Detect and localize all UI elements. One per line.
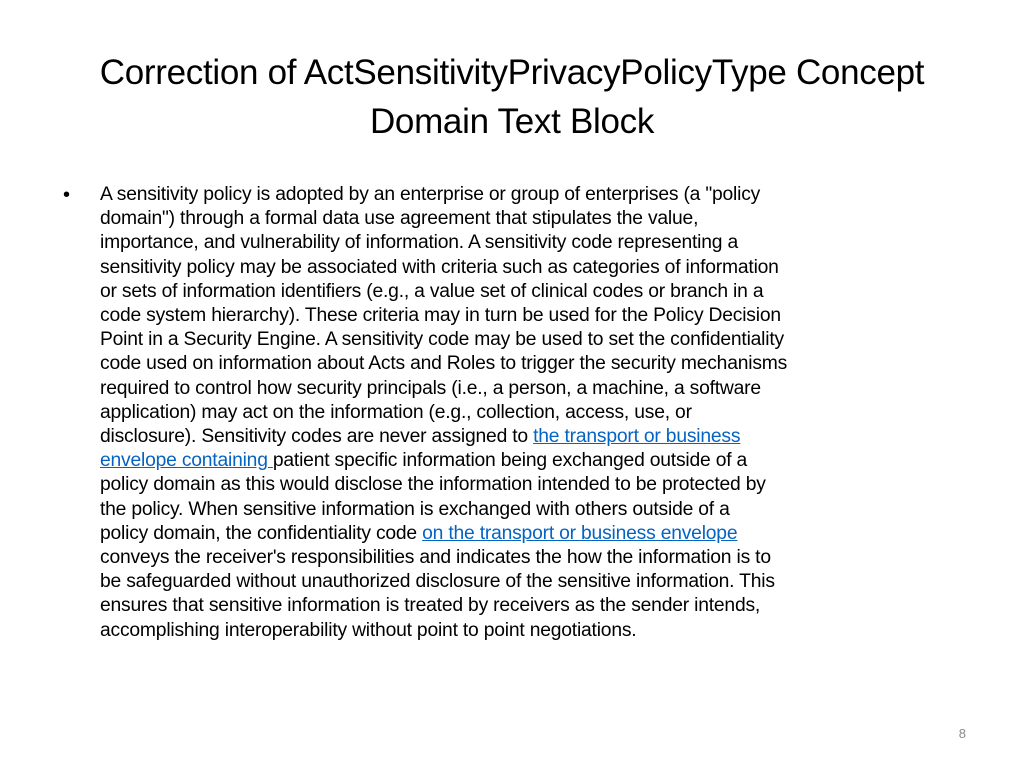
page-number: 8 xyxy=(958,726,966,741)
bullet-list xyxy=(60,183,970,643)
body-line: or sets of information identifiers (e.g., a value set of clinical codes or branch in a xyxy=(100,280,764,302)
body-text-segment: patient specific information being exchanged outside of a xyxy=(272,450,748,472)
body-text-segment: disclosure). Sensitivity codes are never assigned to xyxy=(100,426,534,448)
body-line: domain") through a formal data use agreement that stipulates the value, xyxy=(100,208,699,230)
list-item xyxy=(60,183,970,643)
body-line: code used on information about Acts and Roles to trigger the security mechanisms xyxy=(100,353,788,375)
body-line: required to control how security principals (i.e., a person, a machine, a software xyxy=(100,377,761,399)
body-line xyxy=(100,522,970,546)
body-line: be safeguarded without unauthorized disclosure of the sensitive information. This xyxy=(100,571,775,593)
body-paragraph xyxy=(100,183,970,643)
body-text-segment: policy domain, the confidentiality code xyxy=(100,522,423,544)
body-line: Point in a Security Engine. A sensitivity code may be used to set the confidentiality xyxy=(100,329,784,351)
body-line xyxy=(100,425,970,449)
bullet-icon: • xyxy=(63,184,71,206)
transport-envelope-link-continued[interactable]: envelope containing xyxy=(100,450,273,472)
body-line: code system hierarchy). These criteria may in turn be used for the Policy Decision xyxy=(100,305,781,327)
transport-envelope-link[interactable]: the transport or business xyxy=(533,426,741,448)
body-line: policy domain as this would disclose the information intended to be protected by xyxy=(100,474,766,496)
slide-title-line-2: Domain Text Block xyxy=(369,102,655,141)
slide-title-line-1: Correction of ActSensitivityPrivacyPolicyType Concept xyxy=(99,53,925,92)
slide-title xyxy=(60,48,964,146)
body-line: sensitivity policy may be associated with criteria such as categories of information xyxy=(100,256,779,278)
body-line: the policy. When sensitive information is exchanged with others outside of a xyxy=(100,498,730,520)
body-line: accomplishing interoperability without point to point negotiations. xyxy=(100,619,637,641)
body-line xyxy=(100,449,970,473)
body-line: ensures that sensitive information is treated by receivers as the sender intends, xyxy=(100,595,761,617)
business-envelope-link[interactable]: on the transport or business envelope xyxy=(422,522,738,544)
body-line: A sensitivity policy is adopted by an enterprise or group of enterprises (a "policy xyxy=(100,184,761,205)
body-line: importance, and vulnerability of information. A sensitivity code representing a xyxy=(100,232,738,254)
body-line: conveys the receiver's responsibilities and indicates the how the information is to xyxy=(100,547,771,569)
body-line: application) may act on the information (e.g., collection, access, use, or xyxy=(100,401,692,423)
